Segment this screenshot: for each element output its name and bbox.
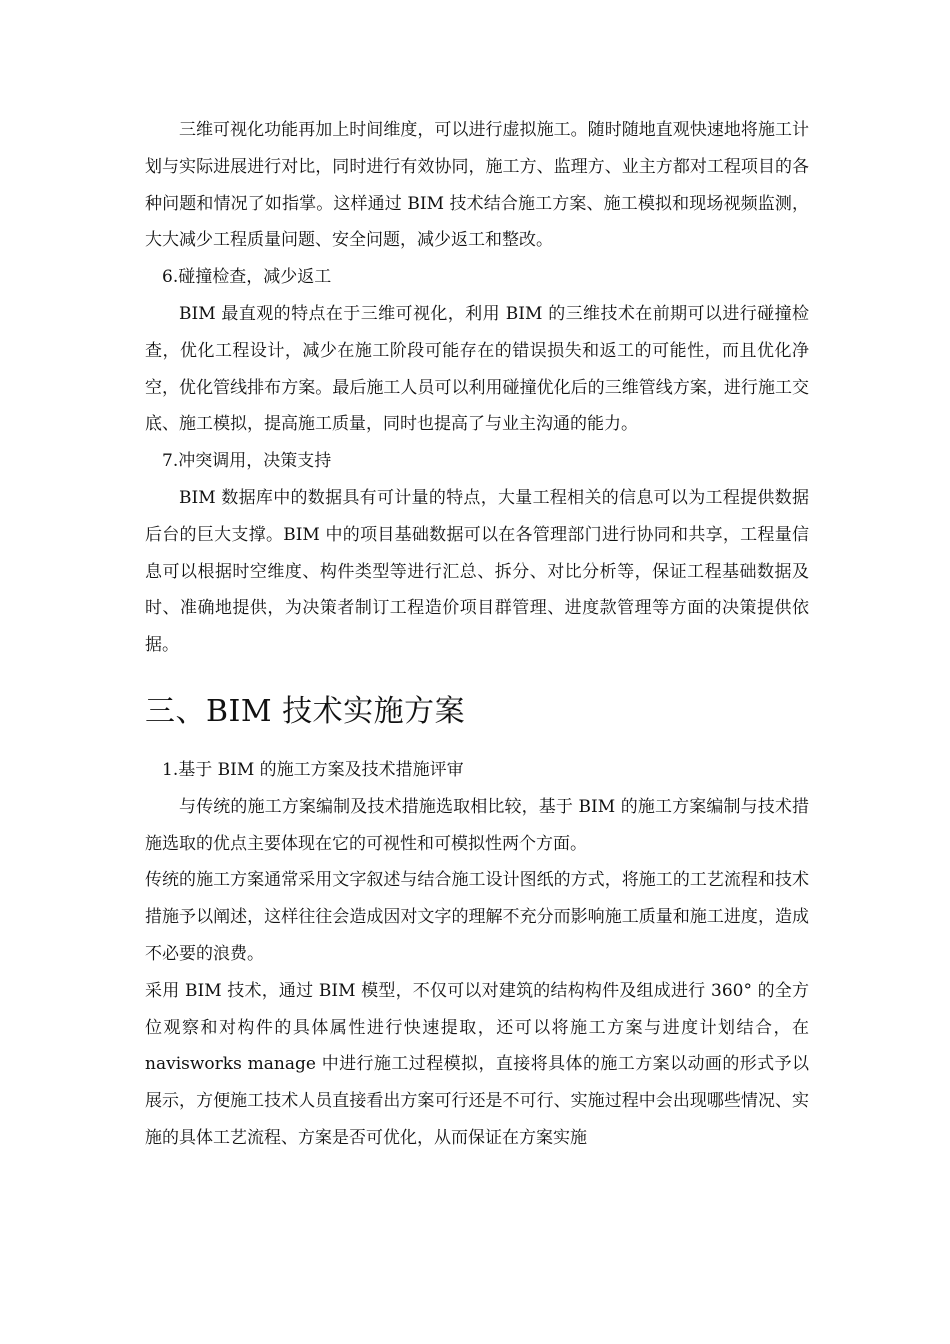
paragraph-decision-support: BIM 数据库中的数据具有可计量的特点，大量工程相关的信息可以为工程提供数据后台的巨大支撑。BIM 中的项目基础数据可以在各管理部门进行协同和共享，工程量信息可以根据时空维度、构件类型等进行汇总、拆分、对比分析等，保证工程基础数据及时、准确地提供，为决策者制订工程造价项目群管理、进度款管理等方面的决策提供依据。 <box>145 487 809 656</box>
paragraph-bim-technique: 采用 BIM 技术，通过 BIM 模型，不仅可以对建筑的结构构件及组成进行 360° 的全方位观察和对构件的具体属性进行快速提取，还可以将施工方案与进度计划结合，在 navisworks manage 中进行施工过程模拟，直接将具体的施工方案以动画的形式予以展示，方便施工技术人员直接看出方案可行还是不可行、实施过程中会出现哪些情况、实施的具体工艺流程、方案是否可优化，从而保证在方案实施 <box>145 980 809 1148</box>
paragraph-virtual-construction: 三维可视化功能再加上时间维度，可以进行虚拟施工。随时随地直观快速地将施工计划与实际进展进行对比，同时进行有效协同，施工方、监理方、业主方都对工程项目的各种问题和情况了如指掌。这样通过 BIM 技术结合施工方案、施工模拟和现场视频监测，大大减少工程质量问题、安全问题，减少返工和整改。 <box>145 120 809 251</box>
paragraph-collision-check: BIM 最直观的特点在于三维可视化，利用 BIM 的三维技术在前期可以进行碰撞检查，优化工程设计，减少在施工阶段可能存在的错误损失和返工的可能性，而且优化净空，优化管线排布方案。最后施工人员可以利用碰撞优化后的三维管线方案，进行施工交底、施工模拟，提高施工质量，同时也提高了与业主沟通的能力。 <box>145 303 809 435</box>
paragraph-plan-comparison: 与传统的施工方案编制及技术措施选取相比较，基于 BIM 的施工方案编制与技术措施选取的优点主要体现在它的可视性和可模拟性两个方面。 <box>145 796 809 854</box>
section-heading-implementation: 三、BIM 技术实施方案 <box>145 693 466 729</box>
subheading-construction-plan-review: 1.基于 BIM 的施工方案及技术措施评审 <box>162 759 464 780</box>
document-page <box>145 112 809 1157</box>
paragraph-traditional-plan: 传统的施工方案通常采用文字叙述与结合施工设计图纸的方式，将施工的工艺流程和技术措施予以阐述，这样往往会造成因对文字的理解不充分而影响施工质量和施工进度，造成不必要的浪费。 <box>145 870 809 964</box>
subheading-decision-support: 7.冲突调用，决策支持 <box>162 451 332 472</box>
subheading-collision-check: 6.碰撞检查，减少返工 <box>162 267 332 288</box>
